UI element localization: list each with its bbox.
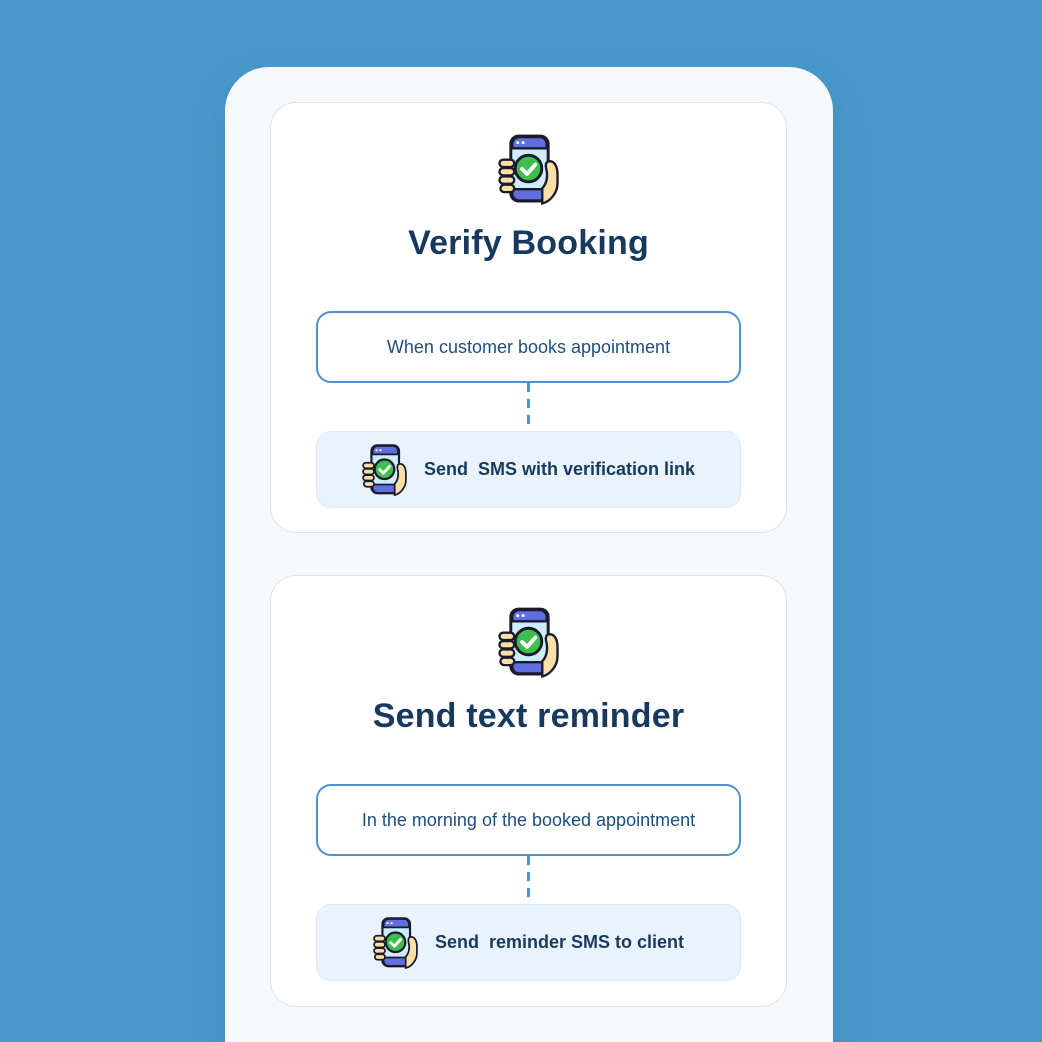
trigger-label: When customer books appointment [386,336,671,357]
card-title: Verify Booking [408,224,649,262]
connector-dashed-line [527,856,530,904]
action-node[interactable] [316,431,741,508]
action-label: Send SMS with verification link [423,459,696,479]
workflow-panel [225,67,833,1042]
phone-verified-icon [498,133,559,206]
connector-dashed-line [527,383,530,431]
phone-verified-icon [498,606,559,679]
workflow-card-verify-booking [270,102,787,533]
card-title: Send text reminder [372,697,685,735]
action-node[interactable] [316,904,741,981]
trigger-label: In the morning of the booked appointment [361,809,696,830]
trigger-node[interactable] [316,311,741,383]
workflow-card-send-text-reminder [270,575,787,1007]
phone-verified-icon [362,443,407,497]
trigger-node[interactable] [316,784,741,856]
action-label: Send reminder SMS to client [434,932,685,952]
phone-verified-icon [373,916,418,970]
